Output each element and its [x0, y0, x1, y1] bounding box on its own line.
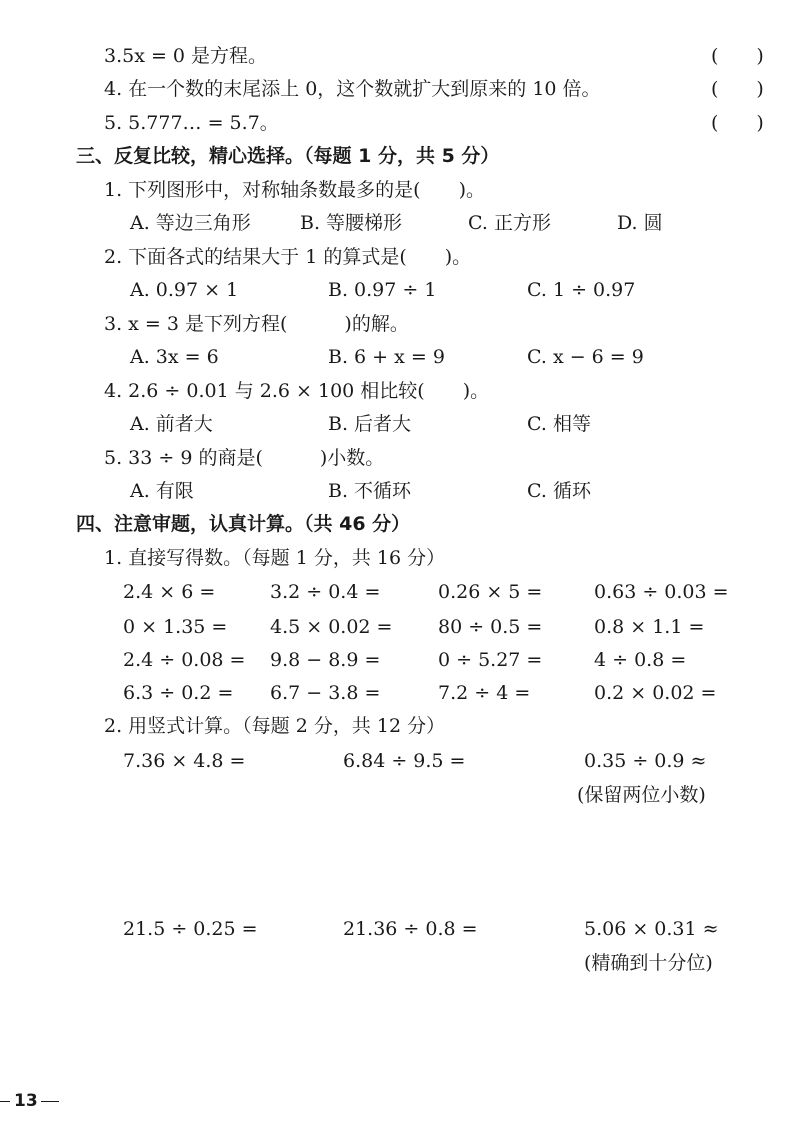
calc-problem[interactable]: 0 ÷ 5.27 =	[438, 649, 543, 671]
choice-option[interactable]: C. 正方形	[468, 212, 551, 234]
calc-problem[interactable]: 4 ÷ 0.8 =	[594, 649, 687, 671]
calc-problem[interactable]: 0 × 1.35 =	[123, 616, 228, 638]
rounding-note: (保留两位小数)	[577, 784, 706, 806]
choice-option[interactable]: C. 相等	[527, 413, 591, 435]
page-number-dash-right	[41, 1101, 59, 1102]
vertical-calc-problem[interactable]: 21.36 ÷ 0.8 =	[343, 918, 478, 940]
choice-option[interactable]: C. x − 6 = 9	[527, 346, 644, 368]
calc-problem[interactable]: 80 ÷ 0.5 =	[438, 616, 543, 638]
vertical-calc-title: 2. 用竖式计算。（每题 2 分，共 12 分）	[104, 715, 446, 737]
calc-problem[interactable]: 6.3 ÷ 0.2 =	[123, 682, 234, 704]
calc-problem[interactable]: 2.4 ÷ 0.08 =	[123, 649, 246, 671]
vertical-calc-problem[interactable]: 7.36 × 4.8 =	[123, 750, 246, 772]
choice-option[interactable]: C. 1 ÷ 0.97	[527, 279, 636, 301]
calc-problem[interactable]: 4.5 × 0.02 =	[270, 616, 393, 638]
vertical-calc-problem[interactable]: 6.84 ÷ 9.5 =	[343, 750, 466, 772]
calc-problem[interactable]: 7.2 ÷ 4 =	[438, 682, 531, 704]
choice-option[interactable]: D. 圆	[617, 212, 663, 234]
section-3-title: 三、反复比较，精心选择。（每题 1 分，共 5 分）	[76, 145, 500, 167]
section-4-title: 四、注意审题，认真计算。（共 46 分）	[76, 513, 411, 535]
choice-option[interactable]: C. 循环	[527, 480, 591, 502]
calc-problem[interactable]: 0.63 ÷ 0.03 =	[594, 581, 729, 603]
tf-item-4: 4. 在一个数的末尾添上 0，这个数就扩大到原来的 10 倍。	[104, 78, 601, 100]
rounding-note: (精确到十分位)	[584, 952, 713, 974]
page-number: 13	[14, 1091, 38, 1111]
choice-option[interactable]: B. 等腰梯形	[300, 212, 403, 234]
tf-item-3: 3.5x = 0 是方程。	[104, 45, 268, 67]
tf-answer-paren-5[interactable]: ( )	[711, 112, 764, 134]
choice-option[interactable]: A. 前者大	[130, 413, 213, 435]
choice-question-1: 1. 下列图形中，对称轴条数最多的是( )。	[104, 179, 485, 201]
choice-question-3: 3. x = 3 是下列方程( )的解。	[104, 313, 409, 335]
choice-question-5: 5. 33 ÷ 9 的商是( )小数。	[104, 447, 385, 469]
vertical-calc-problem[interactable]: 21.5 ÷ 0.25 =	[123, 918, 258, 940]
calc-problem[interactable]: 0.2 × 0.02 =	[594, 682, 717, 704]
calc-problem[interactable]: 6.7 − 3.8 =	[270, 682, 381, 704]
page-number-dash-left	[0, 1101, 10, 1102]
tf-answer-paren-3[interactable]: ( )	[711, 45, 764, 67]
choice-option[interactable]: B. 6 + x = 9	[328, 346, 445, 368]
choice-option[interactable]: A. 0.97 × 1	[130, 279, 239, 301]
calc-problem[interactable]: 0.8 × 1.1 =	[594, 616, 705, 638]
choice-option[interactable]: B. 后者大	[328, 413, 412, 435]
choice-option[interactable]: A. 3x = 6	[130, 346, 219, 368]
choice-option[interactable]: B. 不循环	[328, 480, 412, 502]
choice-question-4: 4. 2.6 ÷ 0.01 与 2.6 × 100 相比较( )。	[104, 380, 490, 402]
vertical-calc-problem[interactable]: 5.06 × 0.31 ≈	[584, 918, 719, 940]
tf-answer-paren-4[interactable]: ( )	[711, 78, 764, 100]
calc-problem[interactable]: 2.4 × 6 =	[123, 581, 216, 603]
choice-option[interactable]: A. 等边三角形	[130, 212, 251, 234]
calc-problem[interactable]: 3.2 ÷ 0.4 =	[270, 581, 381, 603]
choice-option[interactable]: B. 0.97 ÷ 1	[328, 279, 437, 301]
calc-problem[interactable]: 0.26 × 5 =	[438, 581, 543, 603]
direct-calc-title: 1. 直接写得数。（每题 1 分，共 16 分）	[104, 547, 446, 569]
vertical-calc-problem[interactable]: 0.35 ÷ 0.9 ≈	[584, 750, 707, 772]
choice-question-2: 2. 下面各式的结果大于 1 的算式是( )。	[104, 246, 472, 268]
calc-problem[interactable]: 9.8 − 8.9 =	[270, 649, 381, 671]
tf-item-5: 5. 5.777… = 5.7。	[104, 112, 279, 134]
choice-option[interactable]: A. 有限	[130, 480, 194, 502]
